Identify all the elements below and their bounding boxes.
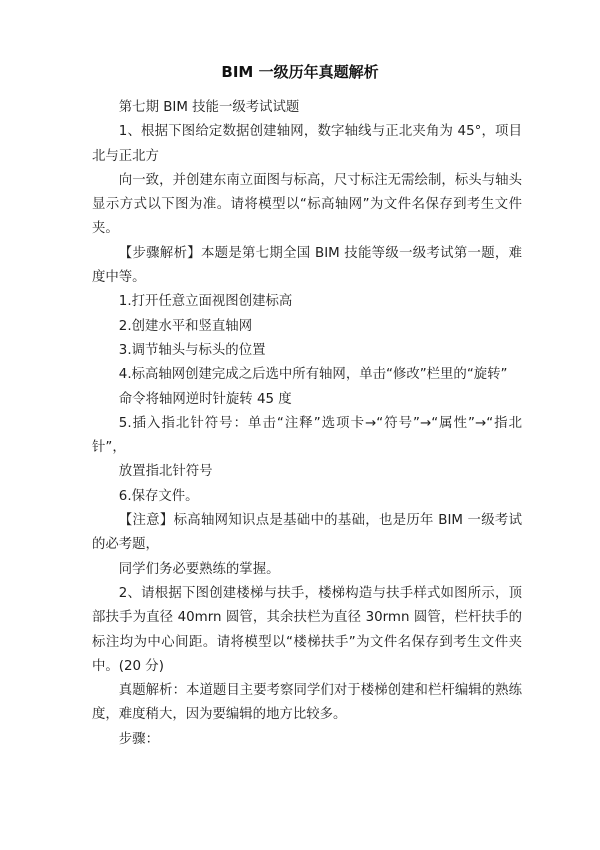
document-title: BIM 一级历年真题解析 (221, 63, 379, 81)
paragraph: 1、根据下图给定数据创建轴网，数字轴线与正北夹角为 45°，项目北与正北方 (92, 124, 522, 164)
paragraph: 2.创建水平和竖直轴网 (118, 318, 253, 334)
paragraph: 【步骤解析】本题是第七期全国 BIM 技能等级一级考试第一题，难度中等。 (92, 245, 522, 286)
paragraph: 真题解析：本道题目主要考察同学们对于楼梯创建和栏杆编辑的熟练度，难度稍大，因为要编辑的地方比较多。 (92, 683, 522, 723)
paragraph: 放置指北针符号 (118, 464, 213, 480)
paragraph: 同学们务必要熟练的掌握。 (118, 561, 280, 577)
paragraph: 1.打开任意立面视图创建标高 (118, 294, 293, 310)
paragraph: 第七期 BIM 技能一级考试试题 (118, 100, 300, 115)
paragraph: 【注意】标高轴网知识点是基础中的基础，也是历年 BIM 一级考试的必考题， (92, 513, 522, 553)
document-body (92, 96, 522, 752)
paragraph: 3.调节轴头与标头的位置 (118, 342, 266, 358)
paragraph: 6.保存文件。 (118, 488, 199, 504)
paragraph: 2、请根据下图创建楼梯与扶手，楼梯构造与扶手样式如图所示，顶部扶手为直径 40mrn 圆管，其余扶栏为直径 30rmn 圆管，栏杆扶手的标注均为中心间距。请将模型以“楼梯扶手”为文件名保存到考生文件夹中。(20 分) (92, 585, 522, 674)
paragraph: 命令将轴网逆时针旋转 45 度 (118, 391, 292, 407)
paragraph: 向一致，并创建东南立面图与标高，尺寸标注无需绘制，标头与轴头显示方式以下图为准。请将模型以“标高轴网”为文件名保存到考生文件夹。 (92, 172, 522, 237)
paragraph: 4.标高轴网创建完成之后选中所有轴网，单击“修改”栏里的“旋转” (118, 367, 508, 383)
paragraph: 5.插入指北针符号：单击“注释”选项卡→“符号”→“属性”→“指北针”， (92, 415, 522, 456)
paragraph: 步骤： (118, 731, 159, 747)
